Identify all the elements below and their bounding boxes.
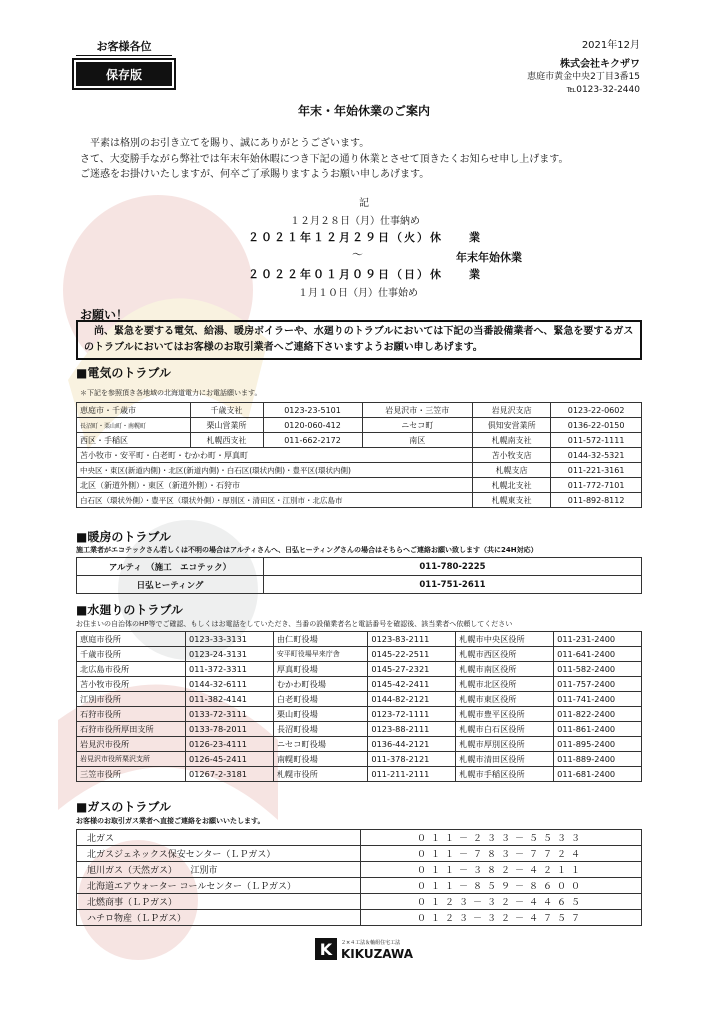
table-cell: 011-751-2611 <box>264 576 642 594</box>
table-cell: 011-572-1111 <box>551 433 642 448</box>
table-cell: 札幌市厚別区役所 <box>456 737 554 752</box>
table-cell: 011-231-2400 <box>554 632 642 647</box>
intro-line: さて、大変勝手ながら弊社では年末年始休暇につき下記の通り休業とさせて頂きたくお知らせ申し上げます。 <box>80 153 569 165</box>
table-cell: アルティ （施工 エコテック） <box>77 558 264 576</box>
company-logo <box>0 938 728 960</box>
table-cell: 011-211-2111 <box>368 767 456 782</box>
table-cell: 恵庭市・千歳市 <box>77 403 191 418</box>
table-cell: ０１１－３８２－４２１１ <box>361 862 642 878</box>
table-cell: 北ガス <box>77 830 361 846</box>
schedule-tilde: ～ <box>352 248 363 261</box>
table-row <box>77 576 642 594</box>
table-row <box>77 677 642 692</box>
table-cell: 札幌市清田区役所 <box>456 752 554 767</box>
table-cell: 0144-32-6111 <box>186 677 274 692</box>
table-row <box>77 767 642 782</box>
table-cell: 倶知安営業所 <box>472 418 550 433</box>
table-cell: 0123-72-1111 <box>368 707 456 722</box>
table-cell: 岩見沢市・三笠市 <box>362 403 472 418</box>
heating-note: 施工業者がエコテックさん若しくは不明の場合はアルティさんへ、日弘ヒーティングさんの場合はそちらへご連絡お願い致します（共に24H対応） <box>76 546 538 554</box>
table-cell: 011-221-3161 <box>551 463 642 478</box>
table-cell: 011-382-4141 <box>186 692 274 707</box>
intro-line: ご迷惑をお掛けいたしますが、何卒ご了承賜りますようお願い申しあげます。 <box>80 169 430 180</box>
table-cell: 011-889-2400 <box>554 752 642 767</box>
table-cell: 0126-45-2411 <box>186 752 274 767</box>
table-cell: 札幌市東区役所 <box>456 692 554 707</box>
table-cell: 011-372-3311 <box>186 662 274 677</box>
table-cell: 011-662-2172 <box>263 433 362 448</box>
table-cell: 011-861-2400 <box>554 722 642 737</box>
table-cell: 南区 <box>362 433 472 448</box>
table-cell: 石狩市役所 <box>77 707 186 722</box>
schedule-first-day: １月１０日（月）仕事始め <box>298 288 418 299</box>
table-cell: ニセコ町役場 <box>273 737 368 752</box>
table-cell: 札幌市豊平区役所 <box>456 707 554 722</box>
table-cell: 西区・手稲区 <box>77 433 191 448</box>
table-cell: 札幌西支社 <box>190 433 263 448</box>
table-cell: 札幌市白石区役所 <box>456 722 554 737</box>
logo-text <box>341 938 413 960</box>
table-row <box>77 478 642 493</box>
company-name: 株式会社キクザワ <box>560 59 640 70</box>
intro-text <box>80 136 569 183</box>
electric-note: ＊下記を参照頂き各地域の北海道電力にお電話願います。 <box>80 389 262 397</box>
table-cell: 札幌市北区役所 <box>456 677 554 692</box>
table-cell: 岩見沢支店 <box>472 403 550 418</box>
ki-marker: 記 <box>359 198 369 209</box>
table-cell: 白老町役場 <box>273 692 368 707</box>
table-cell: 苫小牧市・安平町・白老町・むかわ町・厚真町 <box>77 448 473 463</box>
table-cell: 札幌市手稲区役所 <box>456 767 554 782</box>
table-cell: 旭川ガス（天然ガス） 江別市 <box>77 862 361 878</box>
gas-table <box>76 829 642 926</box>
table-cell: 苫小牧市役所 <box>77 677 186 692</box>
table-cell: ニセコ町 <box>362 418 472 433</box>
table-cell: 0123-22-0602 <box>551 403 642 418</box>
table-cell: 011-741-2400 <box>554 692 642 707</box>
table-cell: 0145-27-2321 <box>368 662 456 677</box>
table-cell: 苫小牧支店 <box>472 448 550 463</box>
table-cell: 札幌南支社 <box>472 433 550 448</box>
table-cell: 日弘ヒーティング <box>77 576 264 594</box>
heating-heading: ■暖房のトラブル <box>76 530 171 544</box>
table-cell: 01267-2-3181 <box>186 767 274 782</box>
table-cell: 北海道エアウォーター コールセンター（ＬＰガス） <box>77 878 361 894</box>
table-cell: 白石区（環状外側）・豊平区（環状外側）・厚別区・清田区・江別市・北広島市 <box>77 493 473 508</box>
logo-name: KIKUZAWA <box>340 947 414 961</box>
table-row <box>77 862 642 878</box>
table-cell: ０１１－８５９－８６００ <box>361 878 642 894</box>
table-cell: 0120-060-412 <box>263 418 362 433</box>
table-cell: むかわ町役場 <box>273 677 368 692</box>
table-cell: 由仁町役場 <box>273 632 368 647</box>
table-cell: 0145-42-2411 <box>368 677 456 692</box>
table-cell: 札幌市中央区役所 <box>456 632 554 647</box>
table-row <box>77 418 642 433</box>
table-cell: 北広島市役所 <box>77 662 186 677</box>
table-cell: 0123-33-3131 <box>186 632 274 647</box>
table-cell: 0123-23-5101 <box>263 403 362 418</box>
issue-date: 2021年12月 <box>581 40 640 51</box>
table-cell: 北燃商事（ＬＰガス） <box>77 894 361 910</box>
table-cell: 0144-32-5321 <box>551 448 642 463</box>
electric-table <box>76 402 642 508</box>
table-cell: 中央区・東区(新道内側)・北区(新道内側)・白石区(環状内側)・豊平区(環状内側) <box>77 463 473 478</box>
schedule-last-day: １２月２８日（月）仕事納め <box>290 216 420 227</box>
table-cell: 札幌北支社 <box>472 478 550 493</box>
company-tel: ℡0123-32-2440 <box>566 85 640 95</box>
table-cell: 厚真町役場 <box>273 662 368 677</box>
logo-mark-icon: K <box>315 938 337 960</box>
gas-heading: ■ガスのトラブル <box>76 800 171 814</box>
request-heading: お願い！ <box>80 308 129 322</box>
table-row <box>77 910 642 926</box>
gas-note: お客様のお取引ガス業者へ直接ご連絡をお願いいたします。 <box>76 817 265 825</box>
table-cell: 栗山営業所 <box>190 418 263 433</box>
schedule-holiday-label: 年末年始休業 <box>456 251 522 264</box>
table-cell: 011-582-2400 <box>554 662 642 677</box>
table-cell: 0145-22-2511 <box>368 647 456 662</box>
table-row <box>77 632 642 647</box>
table-row <box>77 692 642 707</box>
table-cell: 0144-82-2121 <box>368 692 456 707</box>
table-cell: 千歳市役所 <box>77 647 186 662</box>
water-table <box>76 631 642 782</box>
table-row <box>77 737 642 752</box>
table-cell: 三笠市役所 <box>77 767 186 782</box>
table-cell: 0123-24-3131 <box>186 647 274 662</box>
table-cell: 南幌町役場 <box>273 752 368 767</box>
table-cell: 0123-88-2111 <box>368 722 456 737</box>
table-row <box>77 448 642 463</box>
table-row <box>77 433 642 448</box>
table-row <box>77 662 642 677</box>
table-cell: 0133-78-2011 <box>186 722 274 737</box>
table-cell: 011-681-2400 <box>554 767 642 782</box>
logo-subtitle: ２×４工法＆軸組住宅工法 <box>340 940 401 946</box>
intro-line: 平素は格別のお引き立てを賜り、誠にありがとうございます。 <box>80 138 370 149</box>
table-cell: 千歳支社 <box>190 403 263 418</box>
page-title: 年末・年始休業のご案内 <box>297 104 430 118</box>
table-cell: 0136-22-0150 <box>551 418 642 433</box>
table-row <box>77 830 642 846</box>
table-cell: ハチロ物産（ＬＰガス） <box>77 910 361 926</box>
company-address: 恵庭市黄金中央2丁目3番15 <box>527 72 640 82</box>
table-cell: 岩見沢市役所 <box>77 737 186 752</box>
schedule-closed-end: ２０２２年０１月０９日（日）休 業 <box>248 268 482 281</box>
table-cell: 恵庭市役所 <box>77 632 186 647</box>
table-cell: 0123-83-2111 <box>368 632 456 647</box>
table-cell: 0126-23-4111 <box>186 737 274 752</box>
table-cell: ０１１－２３３－５５３３ <box>361 830 642 846</box>
table-cell: ０１２３－３２－４７５７ <box>361 910 642 926</box>
table-row <box>77 846 642 862</box>
company-block <box>527 58 640 97</box>
table-row <box>77 707 642 722</box>
table-cell: 札幌市南区役所 <box>456 662 554 677</box>
table-row <box>77 463 642 478</box>
table-cell: 011-780-2225 <box>264 558 642 576</box>
table-cell: 安平町役場早来庁舎 <box>273 647 368 662</box>
table-cell: 長沼町役場 <box>273 722 368 737</box>
schedule-closed-start: ２０２１年１２月２９日（火）休 業 <box>248 231 482 244</box>
table-row <box>77 647 642 662</box>
table-cell: 長沼町・栗山町・南幌町 <box>77 418 191 433</box>
table-cell: 北ガスジェネックス保安センター（ＬＰガス） <box>77 846 361 862</box>
table-cell: 札幌東支社 <box>472 493 550 508</box>
table-cell: 011-772-7101 <box>551 478 642 493</box>
table-cell: 011-378-2121 <box>368 752 456 767</box>
table-row <box>77 894 642 910</box>
keep-badge: 保存版 <box>76 62 172 86</box>
table-cell: 011-892-8112 <box>551 493 642 508</box>
table-row <box>77 493 642 508</box>
table-cell: 札幌市役所 <box>273 767 368 782</box>
heating-table <box>76 557 642 594</box>
table-cell: 0133-72-3111 <box>186 707 274 722</box>
table-row <box>77 558 642 576</box>
recipient-label: お客様各位 <box>76 38 172 56</box>
table-cell: 011-895-2400 <box>554 737 642 752</box>
table-cell: 札幌市西区役所 <box>456 647 554 662</box>
table-cell: 江別市役所 <box>77 692 186 707</box>
table-row <box>77 752 642 767</box>
table-cell: 0136-44-2121 <box>368 737 456 752</box>
table-row <box>77 878 642 894</box>
request-box: 尚、緊急を要する電気、給湯、暖房ボイラーや、水廻りのトラブルにおいては下記の当番設備業者へ、緊急を要するガスのトラブルにおいてはお客様のお取引業者へご連絡下さいますようお願い申しあげます。 <box>76 320 642 360</box>
water-note: お住まいの自治体のHP等でご確認、もしくはお電話をしていただき、当番の設備業者名と電話番号を確認後、該当業者へ依頼してください <box>76 620 513 628</box>
water-heading: ■水廻りのトラブル <box>76 603 183 617</box>
table-cell: 札幌支店 <box>472 463 550 478</box>
table-cell: 011-822-2400 <box>554 707 642 722</box>
table-cell: 011-757-2400 <box>554 677 642 692</box>
electric-heading: ■電気のトラブル <box>76 366 171 380</box>
table-row <box>77 403 642 418</box>
table-cell: 北区（新道外側）・東区（新道外側）・石狩市 <box>77 478 473 493</box>
table-cell: 011-641-2400 <box>554 647 642 662</box>
table-cell: ０１２３－３２－４４６５ <box>361 894 642 910</box>
table-row <box>77 722 642 737</box>
table-cell: 栗山町役場 <box>273 707 368 722</box>
table-cell: 岩見沢市役所栗沢支所 <box>77 752 186 767</box>
table-cell: 石狩市役所厚田支所 <box>77 722 186 737</box>
table-cell: ０１１－７８３－７７２４ <box>361 846 642 862</box>
